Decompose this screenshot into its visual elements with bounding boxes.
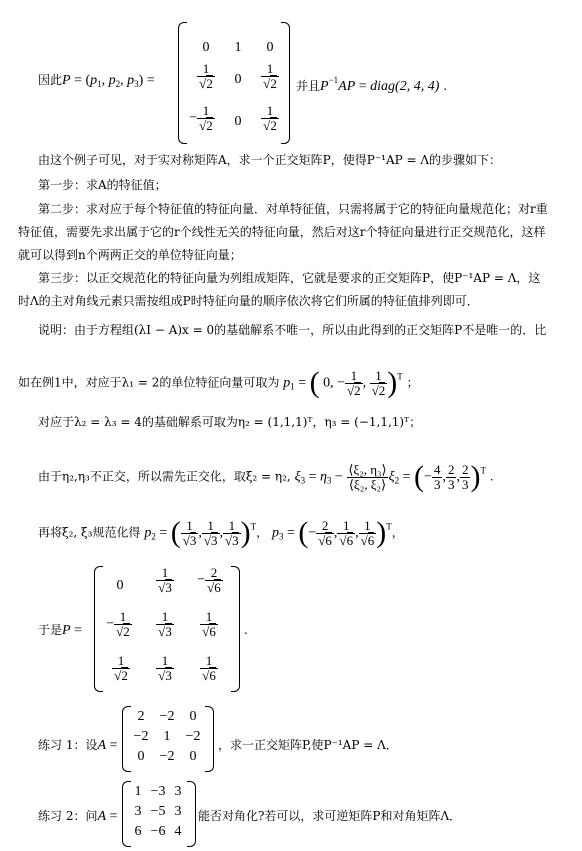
matrix-cell: 0 [189, 709, 197, 724]
note-line-2: 如在例1中，对应于λ₁ = 2的单位特征向量可取为 $p_1$ = ( 0, − $\frac{1}{√2}$ , $\frac{1}{√2}$ )$^T$ ； [18, 366, 419, 399]
note-text: 如在例1中，对应于λ₁ = 2的单位特征向量可取为 [18, 375, 280, 390]
matrix-cell: 6 [134, 824, 142, 839]
matrix-a-exercise-2 [122, 781, 196, 847]
diag-value: diag(2, 4, 4) [370, 79, 440, 94]
matrix-cell: 3 [134, 804, 142, 819]
matrix-cell: 4 [174, 824, 182, 839]
matrix-cell: 0 [189, 749, 197, 764]
text-and: 并且 [296, 79, 321, 93]
matrix-cell: −5 [150, 804, 166, 819]
matrix-cell: 3 [174, 804, 182, 819]
matrix-cell: 1 [134, 784, 142, 799]
matrix-cell: 0 [137, 749, 145, 764]
text-therefore: 因此 [38, 73, 63, 87]
step-2-line-3: 就可以得到n个两两正交的单位特征向量； [18, 248, 242, 262]
step-2-line-2: 特征值，需要先求出属于它的r个线性无关的特征向量，然后对这r个特征向量进行正交规范化，这样 [18, 225, 546, 239]
exercise-2-label: 练习 2：问A = [38, 809, 118, 824]
exercise-2-text: 练习 2：问 [38, 809, 98, 823]
exercise-2-tail: 能否对角化?若可以，求可逆矩阵P和对角矩阵Λ． [198, 809, 462, 823]
p-final-label: 于是P = [38, 623, 82, 638]
diag-result: 并且$P^{-1}AP$ = diag(2, 4, 4) . [296, 75, 448, 94]
intro-line: 由这个例子可见，对于实对称矩阵A，求一个正交矩阵P，使得P⁻¹AP = Λ的步骤如下： [38, 153, 502, 167]
matrix-a-exercise-1 [122, 706, 214, 772]
exercise-1-label: 练习 1：设A = [38, 738, 118, 753]
matrix-cell: −2 [159, 749, 175, 764]
matrix-cell: −2 [159, 709, 175, 724]
note-line-1: 说明：由于方程组(λI − A)x = 0的基础解系不唯一，所以由此得到的正交矩阵P不是唯一的．比 [38, 323, 547, 337]
step-3-line-1: 第三步：以正交规范化的特征向量为列组成矩阵，它就是要求的正交矩阵P，使P⁻¹AP = Λ，这 [38, 271, 541, 285]
matrix-p-example: 0 1 0 $\frac{1}{√2}$ 0 $\frac{1}{√2}$ − $\frac{1}{√2}$ 0 $\frac{1}{√2}$ [178, 22, 290, 144]
step-3-line-2: 时Λ的主对角线元素只需按组成P时特征向量的顺序依次将它们所属的特征值排列即可． [18, 294, 479, 308]
exercise-1-tail: ，求一正交矩阵P,使P⁻¹AP = Λ． [218, 738, 398, 752]
matrix-cell: −3 [150, 784, 166, 799]
matrix-cell: −2 [133, 729, 149, 744]
matrix-cell: −6 [150, 824, 166, 839]
eta-line: 对应于λ₂ = λ₃ = 4的基础解系可取为η₂ = (1,1,1)ᵀ，η₃ = (−1,1,1)ᵀ； [38, 415, 422, 429]
step-1: 第一步：求A的特征值； [38, 178, 167, 192]
p-final-period: . [244, 623, 248, 637]
matrix-cell: 3 [174, 784, 182, 799]
exercise-1-text: 练习 1：设 [38, 738, 98, 752]
text-so: 于是 [38, 623, 63, 637]
normalize-line: 再将ξ₂, ξ₃规范化得 $p_2$ = ( $\frac{1}{√3}$ , $\frac{1}{√3}$ , $\frac{1}{√3}$ )$^T$， $p_3$ = (− $\frac{2}{√6}$ , $\frac{1}{√6}$ , $\frac{1}{√6}$ )$^T$， [38, 516, 404, 549]
matrix-cell: 2 [137, 709, 145, 724]
orthogonalize-text: 由于η₂,η₃不正交，所以需先正交化，取ξ₂ = η₂, [38, 469, 291, 484]
step-2-line-1: 第二步：求对应于每个特征值的特征向量．对单特征值，只需将属于它的特征向量规范化；对r重 [38, 202, 548, 216]
matrix-p-final: 0 $\frac{1}{√3}$ − $\frac{2}{√6}$ − $\frac{1}{√2}$ $\frac{1}{√3}$ $\frac{1}{√6}$ $\frac{1}{√2}$ $\frac{1}{√3}$ $\frac{1}{√6}$ [94, 566, 240, 692]
matrix-cell: −2 [185, 729, 201, 744]
p-definition-line: 因此$P = (p_1$, $p_2$, $p_3$) = [38, 73, 155, 89]
matrix-cell: 1 [163, 729, 171, 744]
orthogonalize-line: 由于η₂,η₃不正交，所以需先正交化，取ξ₂ = η₂, $\xi_3 = \eta_3$ − $\frac{\text{⟨ξ₂, η₃⟩}}{\text{⟨ξ₂, ξ₂⟩}}$ $\xi_2$ = (− $\frac{4}{3}$ , $\frac{2}{3}$ , $\frac{2}{3}$ )$^T$ . [38, 460, 494, 493]
normalize-text: 再将ξ₂, ξ₃规范化得 [38, 525, 141, 540]
